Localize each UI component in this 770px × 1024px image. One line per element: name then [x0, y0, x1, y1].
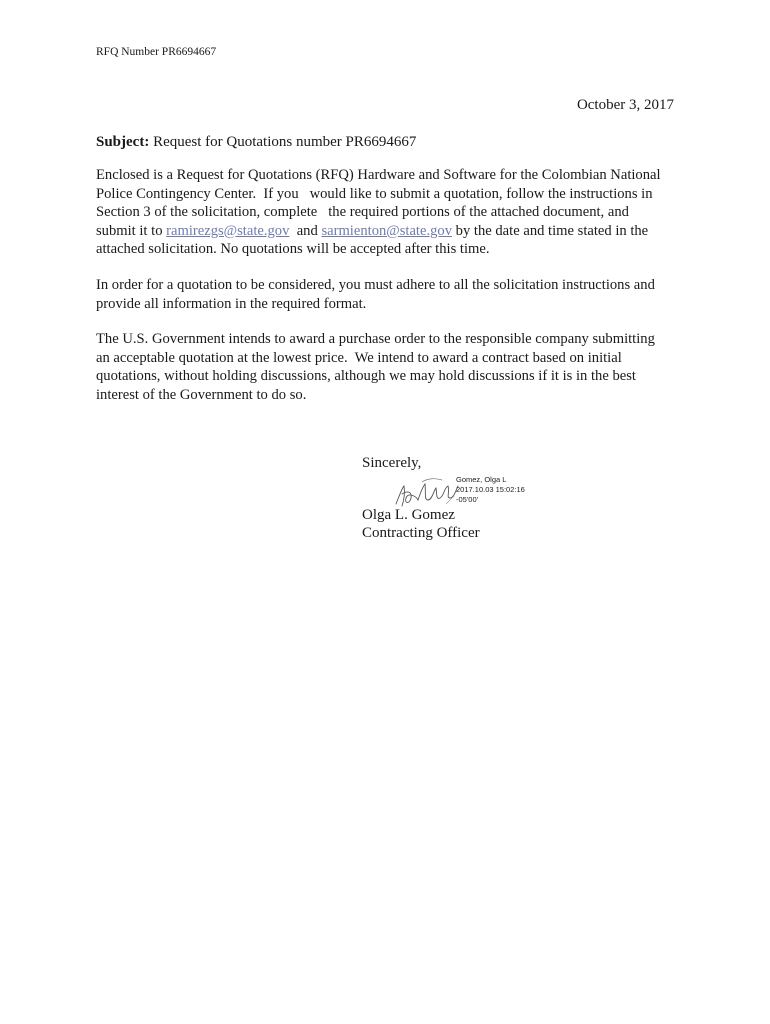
digital-signature-block [392, 474, 552, 510]
paragraph-line: Police Contingency Center. If you would like to submit a quotation, follow the instructions in [96, 185, 653, 202]
paragraph-line: In order for a quotation to be considered, you must adhere to all the solicitation instructions and [96, 277, 655, 293]
paragraph-requirements [96, 276, 696, 313]
subject-label: Subject: [96, 134, 150, 150]
rfq-reference: RFQ Number PR6694667 [96, 46, 217, 58]
signature-signer: Gomez, Olga L [456, 475, 507, 484]
paragraph-line: attached solicitation. No quotations will be accepted after this time. [96, 241, 490, 257]
paragraph-line: quotations, without holding discussions, although we may hold discussions if it is in the best [96, 368, 636, 384]
signature-metadata [456, 475, 525, 505]
paragraph-line: interest of the Government to do so. [96, 386, 307, 403]
paragraph-line: provide all information in the required format. [96, 295, 367, 312]
paragraph-instructions [96, 166, 696, 259]
paragraph-line-emails [96, 222, 696, 241]
signature-timestamp: 2017.10.03 15:02:16 [456, 485, 525, 494]
paragraph-line: The U.S. Government intends to award a purchase order to the responsible company submitting [96, 331, 655, 347]
letter-date: October 3, 2017 [576, 97, 674, 113]
signatory-title: Contracting Officer [362, 525, 480, 541]
signature-timezone: -05'00' [456, 495, 479, 504]
text-fragment: by the date and time stated in the [452, 222, 649, 239]
paragraph-award [96, 330, 696, 404]
letter-subject [96, 134, 416, 151]
paragraph-line: Section 3 of the solicitation, complete the required portions of the attached document, and [96, 204, 629, 220]
text-fragment: and [289, 222, 322, 239]
subject-text: Request for Quotations number PR6694667 [153, 134, 417, 150]
closing-salutation: Sincerely, [362, 455, 422, 471]
email-link-ramirezgs[interactable]: ramirezgs@state.gov [166, 222, 290, 239]
email-link-sarmienton[interactable]: sarmienton@state.gov [321, 222, 453, 239]
signatory-name: Olga L. Gomez [362, 507, 455, 523]
handwritten-signature [392, 474, 462, 510]
text-fragment: submit it to [96, 222, 167, 239]
paragraph-line: an acceptable quotation at the lowest price. We intend to award a contract based on initial [96, 349, 622, 366]
paragraph-line: Enclosed is a Request for Quotations (RFQ) Hardware and Software for the Colombian National [96, 167, 661, 183]
